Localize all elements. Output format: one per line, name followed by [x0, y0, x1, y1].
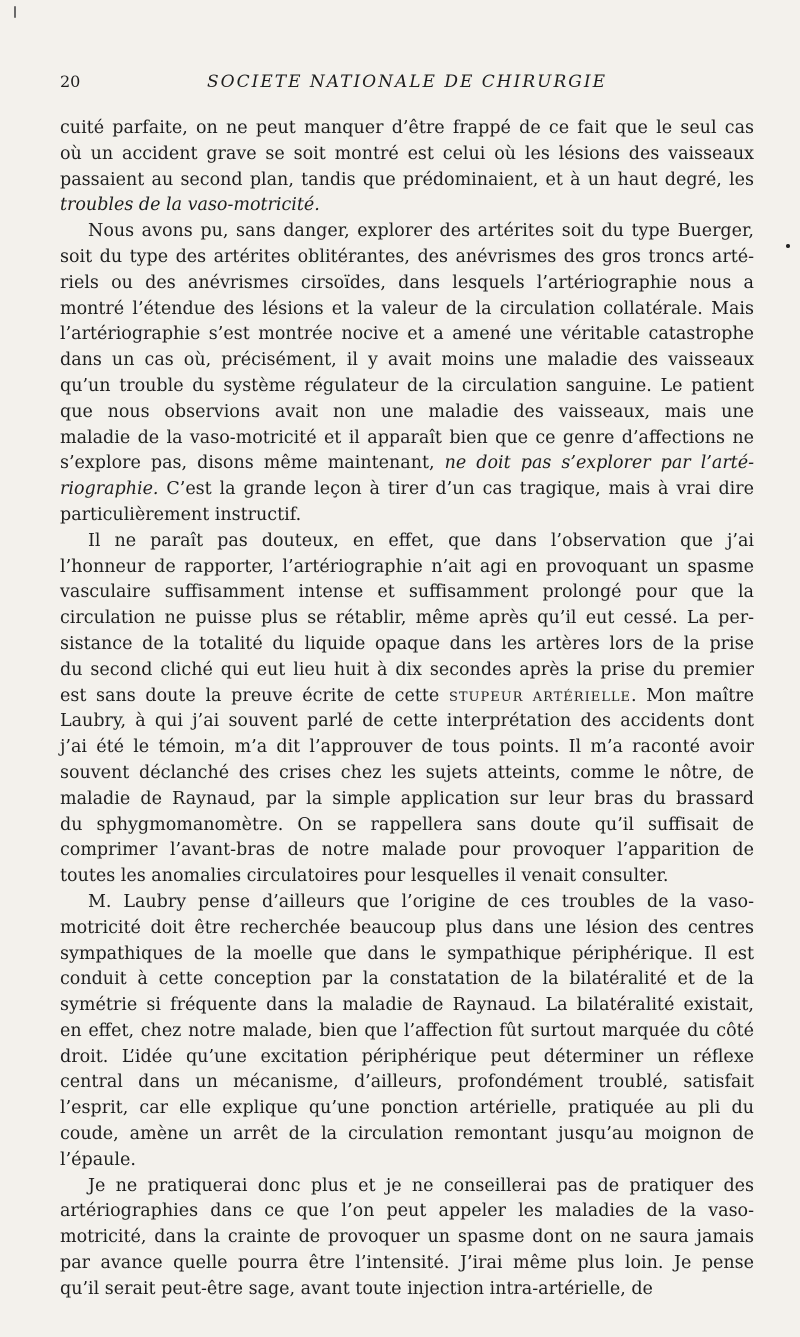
text-run: qu’un trouble du système régulateur de la circulation sanguine. Le patient	[60, 375, 754, 396]
text-line	[60, 400, 754, 426]
text-run: C’est la grande leçon à tirer d’un cas tragique, mais à vrai dire	[158, 479, 754, 500]
text-run: montré l’étendue des lésions et la valeur de la circulation collatérale. Mais	[60, 298, 754, 319]
text-line	[60, 709, 754, 735]
text-run: comprimer l’avant-bras de notre malade pour provoquer l’apparition de	[60, 840, 754, 861]
text-line	[60, 1148, 754, 1174]
text-line	[60, 116, 754, 142]
text-run: par avance quelle pourra être l’intensité. J’irai même plus loin. Je pense	[60, 1253, 754, 1274]
text-line	[60, 993, 754, 1019]
text-run: du sphygmomanomètre. On se rappellera sans doute qu’il suffisait de	[60, 814, 754, 835]
text-run: souvent déclanché des crises chez les sujets atteints, comme le nôtre, de	[60, 762, 754, 783]
text-run: l’épaule.	[60, 1149, 136, 1170]
text-line	[60, 580, 754, 606]
text-run: du second cliché qui eut lieu huit à dix secondes après la prise du premier	[60, 659, 754, 680]
page-header	[60, 72, 754, 96]
text-run: Il ne paraît pas douteux, en effet, que dans l’observation que j’ai	[88, 530, 754, 551]
text-line	[60, 761, 754, 787]
text-line	[60, 503, 754, 529]
text-run: l’esprit, car elle explique qu’une ponction artérielle, pratiquée au pli du	[60, 1098, 754, 1119]
text-line	[60, 426, 754, 452]
text-line	[60, 1199, 754, 1225]
text-line	[60, 1251, 754, 1277]
text-line	[60, 813, 754, 839]
text-line	[60, 658, 754, 684]
text-run: dans un cas où, précisément, il y avait moins une maladie des vaisseaux	[60, 350, 754, 371]
text-line	[60, 1019, 754, 1045]
text-line	[60, 297, 754, 323]
text-line	[60, 1096, 754, 1122]
text-line	[60, 864, 754, 890]
text-run: symétrie si fréquente dans la maladie de Raynaud. La bilatéralité existait,	[60, 995, 754, 1016]
text-line	[60, 193, 754, 219]
text-line	[60, 890, 754, 916]
text-run: l’artériographie s’est montrée nocive et a amené une véritable catastrophe	[60, 324, 754, 345]
running-title: SOCIETE NATIONALE DE CHIRURGIE	[207, 72, 607, 92]
text-run: Laubry, à qui j’ai souvent parlé de cette interprétation des accidents dont	[60, 711, 754, 732]
text-run: maladie de la vaso-motricité et il apparaît bien que ce genre d’affections ne	[60, 427, 754, 448]
text-run: est sans doute la preuve écrite de cette	[60, 685, 449, 706]
text-run: cuité parfaite, on ne peut manquer d’être frappé de ce fait que le seul cas	[60, 118, 754, 138]
text-run: Nous avons pu, sans danger, explorer des artérites soit du type Buerger,	[88, 221, 754, 242]
text-run: vasculaire suffisamment intense et suffisamment prolongé pour que la	[60, 582, 754, 603]
italic-run: troubles de la vaso-motricité.	[60, 195, 320, 216]
italic-run: ne doit pas s’explorer par l’arté-	[444, 453, 754, 474]
text-line	[60, 142, 754, 168]
text-line	[60, 374, 754, 400]
text-line	[60, 168, 754, 194]
page-number: 20	[60, 72, 81, 91]
text-run: M. Laubry pense d’ailleurs que l’origine de ces troubles de la vaso-	[88, 891, 754, 912]
text-line	[60, 348, 754, 374]
text-run: où un accident grave se soit montré est celui où les lésions des vaisseaux	[60, 143, 754, 164]
text-run: sympathiques de la moelle que dans le sympathique périphérique. Il est	[60, 943, 754, 964]
text-run: coude, amène un arrêt de la circulation remontant jusqu’au moignon de	[60, 1124, 754, 1145]
text-run: conduit à cette conception par la constatation de la bilatéralité et de la	[60, 969, 754, 990]
text-line	[60, 684, 754, 710]
text-run: toutes les anomalies circulatoires pour lesquelles il venait consulter.	[60, 866, 669, 887]
text-run: s’explore pas, disons même maintenant,	[60, 453, 445, 474]
text-run: passaient au second plan, tandis que prédominaient, et à un haut degré, les	[60, 169, 754, 190]
text-run: . Mon maître	[630, 685, 754, 706]
text-run: en effet, chez notre malade, bien que l’affection fût surtout marquée du côté	[60, 1020, 754, 1041]
text-line	[60, 322, 754, 348]
text-run: central dans un mécanisme, d’ailleurs, profondément troublé, satisfait	[60, 1072, 754, 1093]
text-run: sistance de la totalité du liquide opaque dans les artères lors de la prise	[60, 633, 754, 654]
text-line	[60, 1070, 754, 1096]
text-run: droit. L’idée qu’une excitation périphérique peut déterminer un réflexe	[60, 1046, 754, 1067]
text-run: j’ai été le témoin, m’a dit l’approuver de tous points. Il m’a raconté avoir	[60, 737, 754, 758]
text-run: riels ou des anévrismes cirsoïdes, dans lesquels l’artériographie nous a	[60, 272, 754, 293]
text-line	[60, 219, 754, 245]
text-line	[60, 477, 754, 503]
text-run: soit du type des artérites oblitérantes, des anévrismes des gros troncs arté-	[60, 246, 754, 267]
text-line	[60, 1225, 754, 1251]
body-text	[60, 116, 754, 1303]
text-line	[60, 555, 754, 581]
text-run: motricité, dans la crainte de provoquer un spasme dont on ne saura jamais	[60, 1227, 754, 1248]
text-run: motricité doit être recherchée beaucoup plus dans une lésion des centres	[60, 917, 754, 938]
text-run: Je ne pratiquerai donc plus et je ne conseillerai pas de pratiquer des	[88, 1175, 754, 1196]
text-line	[60, 916, 754, 942]
text-line	[60, 451, 754, 477]
text-run: particulièrement instructif.	[60, 504, 302, 525]
text-line	[60, 271, 754, 297]
text-line	[60, 1122, 754, 1148]
print-speck	[786, 244, 790, 248]
text-line	[60, 245, 754, 271]
text-line	[60, 787, 754, 813]
small-caps-run: STUPEUR ARTÉRIELLE	[448, 689, 631, 705]
text-line	[60, 1045, 754, 1071]
text-run: circulation ne puisse plus se rétablir, même après qu’il eut cessé. La per-	[60, 608, 754, 629]
text-line	[60, 838, 754, 864]
text-line	[60, 632, 754, 658]
text-line	[60, 1174, 754, 1200]
text-line	[60, 606, 754, 632]
text-run: maladie de Raynaud, par la simple application sur leur bras du brassard	[60, 788, 754, 809]
text-line	[60, 1277, 754, 1303]
print-speck	[14, 6, 16, 18]
text-line	[60, 529, 754, 555]
text-run: artériographies dans ce que l’on peut appeler les maladies de la vaso-	[60, 1201, 754, 1222]
text-run: que nous observions avait non une maladie des vaisseaux, mais une	[60, 401, 754, 422]
text-run: l’honneur de rapporter, l’artériographie n’ait agi en provoquant un spasme	[60, 556, 754, 577]
text-line	[60, 735, 754, 761]
text-line	[60, 967, 754, 993]
text-run: qu’il serait peut-être sage, avant toute injection intra-artérielle, de	[60, 1278, 653, 1299]
italic-run: riographie.	[60, 479, 159, 500]
text-line	[60, 942, 754, 968]
